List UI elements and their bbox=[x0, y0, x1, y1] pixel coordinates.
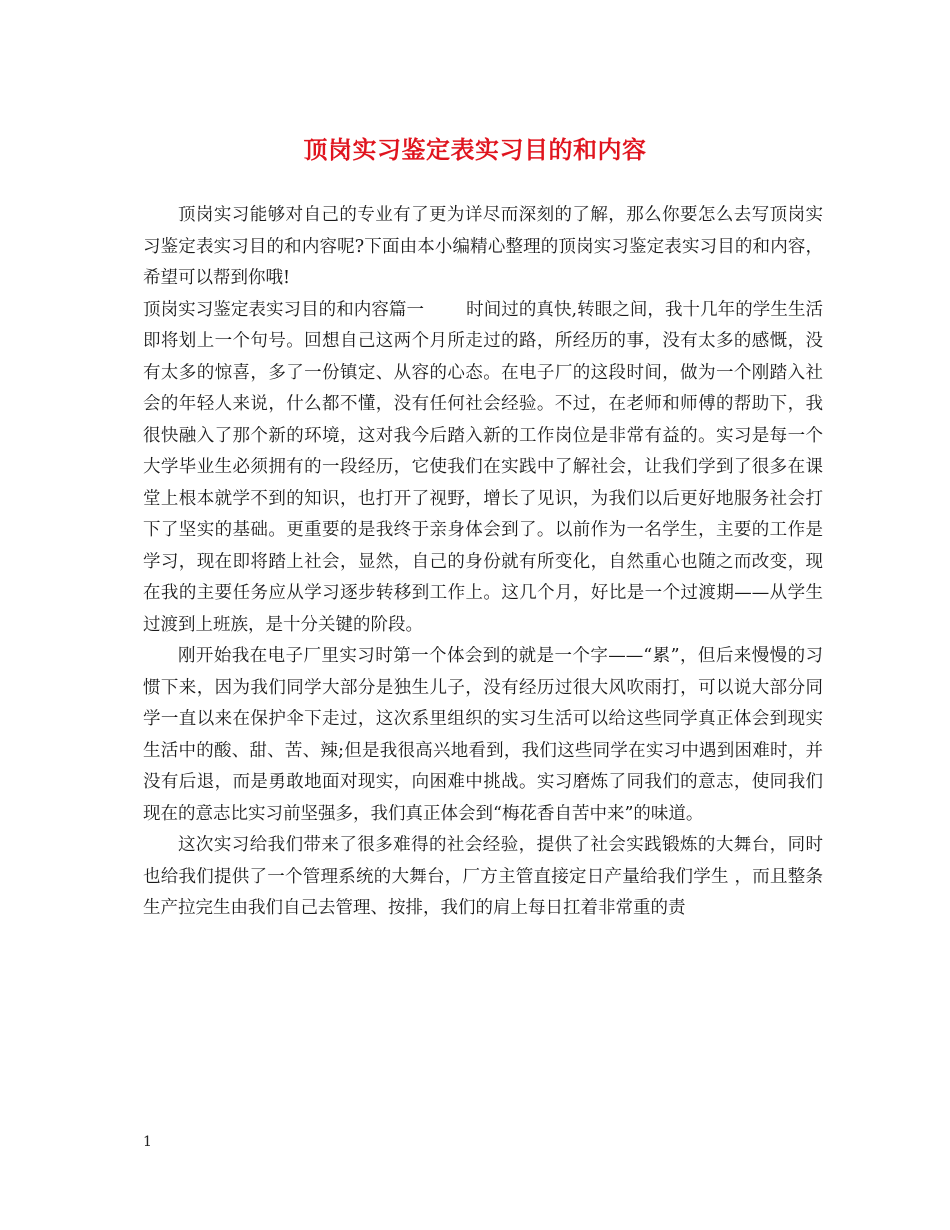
page-number: 1 bbox=[143, 1134, 152, 1150]
section-heading: 顶岗实习鉴定表实习目的和内容篇一 bbox=[143, 299, 425, 320]
paragraph-2: 刚开始我在电子厂里实习时第一个体会到的就是一个字——“累”，但后来慢慢的习惯下来，因为我们同学大部分是独生儿子，没有经历过很大风吹雨打，可以说大部分同学一直以来在保护伞下走过，这次系里组织的实习生活可以给这些同学真正体会到现实生活中的酸、甜、苦、辣;但是我很高兴地看到，我们这些同学在实习中遇到困难时，并没有后退，而是勇敢地面对现实，向困难中挑战。实习磨炼了同我们的意志，使同我们现在的意志比实习前坚强多，我们真正体会到“梅花香自苦中来”的味道。 bbox=[143, 646, 823, 824]
section-body: 时间过的真快,转眼之间，我十几年的学生生活即将划上一个句号。回想自己这两个月所走过的路，所经历的事，没有太多的感慨，没有太多的惊喜，多了一份镇定、从容的心态。在电子厂的这段时间，做为一个刚踏入社会的年轻人来说，什么都不懂，没有任何社会经验。不过，在老师和师傅的帮助下，我很快融入了那个新的环境，这对我今后踏入新的工作岗位是非常有益的。实习是每一个大学毕业生必须拥有的一段经历，它使我们在实践中了解社会，让我们学到了很多在课堂上根本就学不到的知识，也打开了视野，增长了见识，为我们以后更好地服务社会打下了坚实的基础。更重要的是我终于亲身体会到了。以前作为一名学生，主要的工作是学习，现在即将踏上社会，显然，自己的身份就有所变化，自然重心也随之而改变，现在我的主要任务应从学习逐步转移到工作上。这几个月，好比是一个过渡期——从学生过渡到上班族，是十分关键的阶段。 bbox=[143, 299, 824, 635]
intro-paragraph: 顶岗实习能够对自己的专业有了更为详尽而深刻的了解，那么你要怎么去写顶岗实习鉴定表实习目的和内容呢?下面由本小编精心整理的顶岗实习鉴定表实习目的和内容，希望可以帮到你哦! bbox=[143, 205, 823, 288]
section-paragraph bbox=[143, 295, 823, 642]
document-title: 顶岗实习鉴定表实习目的和内容 bbox=[303, 135, 647, 164]
document-body bbox=[143, 200, 823, 925]
paragraph-3: 这次实习给我们带来了很多难得的社会经验，提供了社会实践锻炼的大舞台，同时也给我们提供了一个管理系统的大舞台，厂方主管直接定日产量给我们学生 ，而且整条生产拉完生由我们自己去管理、按排，我们的肩上每日扛着非常重的责 bbox=[143, 835, 823, 918]
